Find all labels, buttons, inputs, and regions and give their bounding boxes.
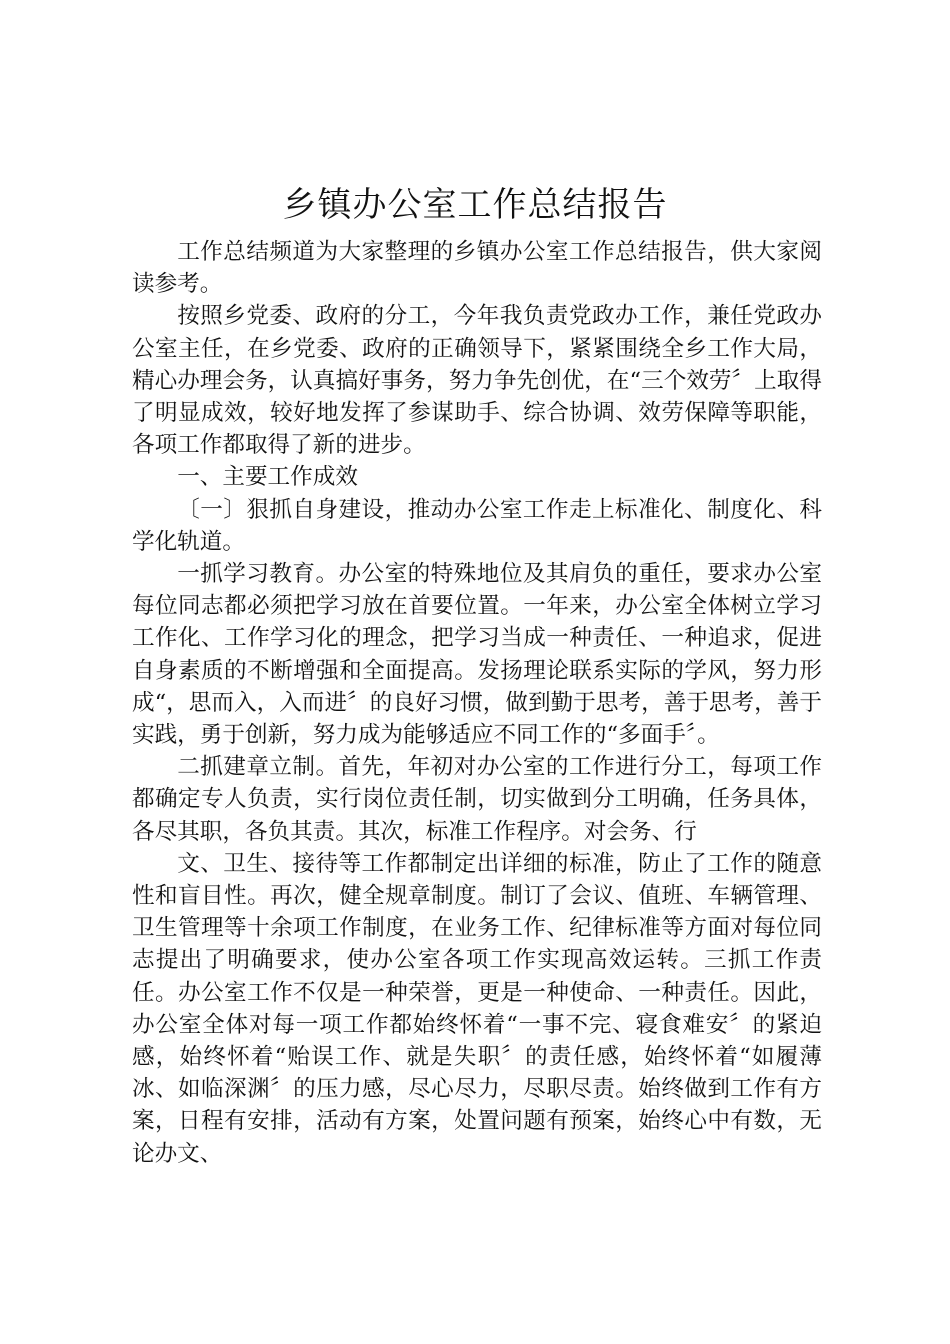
paragraph-intro: 工作总结频道为大家整理的乡镇办公室工作总结报告，供大家阅读参考。 (132, 239, 822, 298)
paragraph-rules: 二抓建章立制。首先，年初对办公室的工作进行分工，每项工作都确定专人负责，实行岗位责任制，切实做到分工明确，任务具体，各尽其职，各负其责。其次，标准工作程序。对会务、行 (132, 754, 822, 845)
paragraph-overview: 按照乡党委、政府的分工，今年我负责党政办工作，兼任党政办公室主任，在乡党委、政府的正确领导下，紧紧围绕全乡工作大局，精心办理会务，认真搞好事务，努力争先创优，在“三个效劳〞上取得了明显成效，较好地发挥了参谋助手、综合协调、效劳保障等职能，各项工作都取得了新的进步。 (132, 303, 822, 459)
subsection-heading: 〔一〕狠抓自身建设，推动办公室工作走上标准化、制度化、科学化轨道。 (132, 496, 822, 555)
paragraph-study: 一抓学习教育。办公室的特殊地位及其肩负的重任，要求办公室每位同志都必须把学习放在首要位置。一年来，办公室全体树立学习工作化、工作学习化的理念，把学习当成一种责任、一种追求，促进自身素质的不断增强和全面提高。发扬理论联系实际的学风，努力形成“，思而入，入而进〞的良好习惯，做到勤于思考，善于思考，善于实践，勇于创新，努力成为能够适应不同工作的“多面手〞。 (132, 561, 822, 749)
paragraph-responsibility: 文、卫生、接待等工作都制定出详细的标准，防止了工作的随意性和盲目性。再次，健全规章制度。制订了会议、值班、车辆管理、卫生管理等十余项工作制度，在业务工作、纪律标准等方面对每位同志提出了明确要求，使办公室各项工作实现高效运转。三抓工作责任。办公室工作不仅是一种荣誉，更是一种使命、一种责任。因此，办公室全体对每一项工作都始终怀着“一事不完、寝食难安〞的紧迫感，始终怀着“贻误工作、就是失职〞的责任感，始终怀着“如履薄冰、如临深渊〞的压力感，尽心尽力，尽职尽责。始终做到工作有方案，日程有安排，活动有方案，处置问题有预案，始终心中有数，无论办文、 (132, 850, 822, 1167)
section-heading: 一、主要工作成效 (177, 464, 358, 491)
document-body (132, 236, 822, 1170)
document-title: 乡镇办公室工作总结报告 (282, 185, 668, 225)
